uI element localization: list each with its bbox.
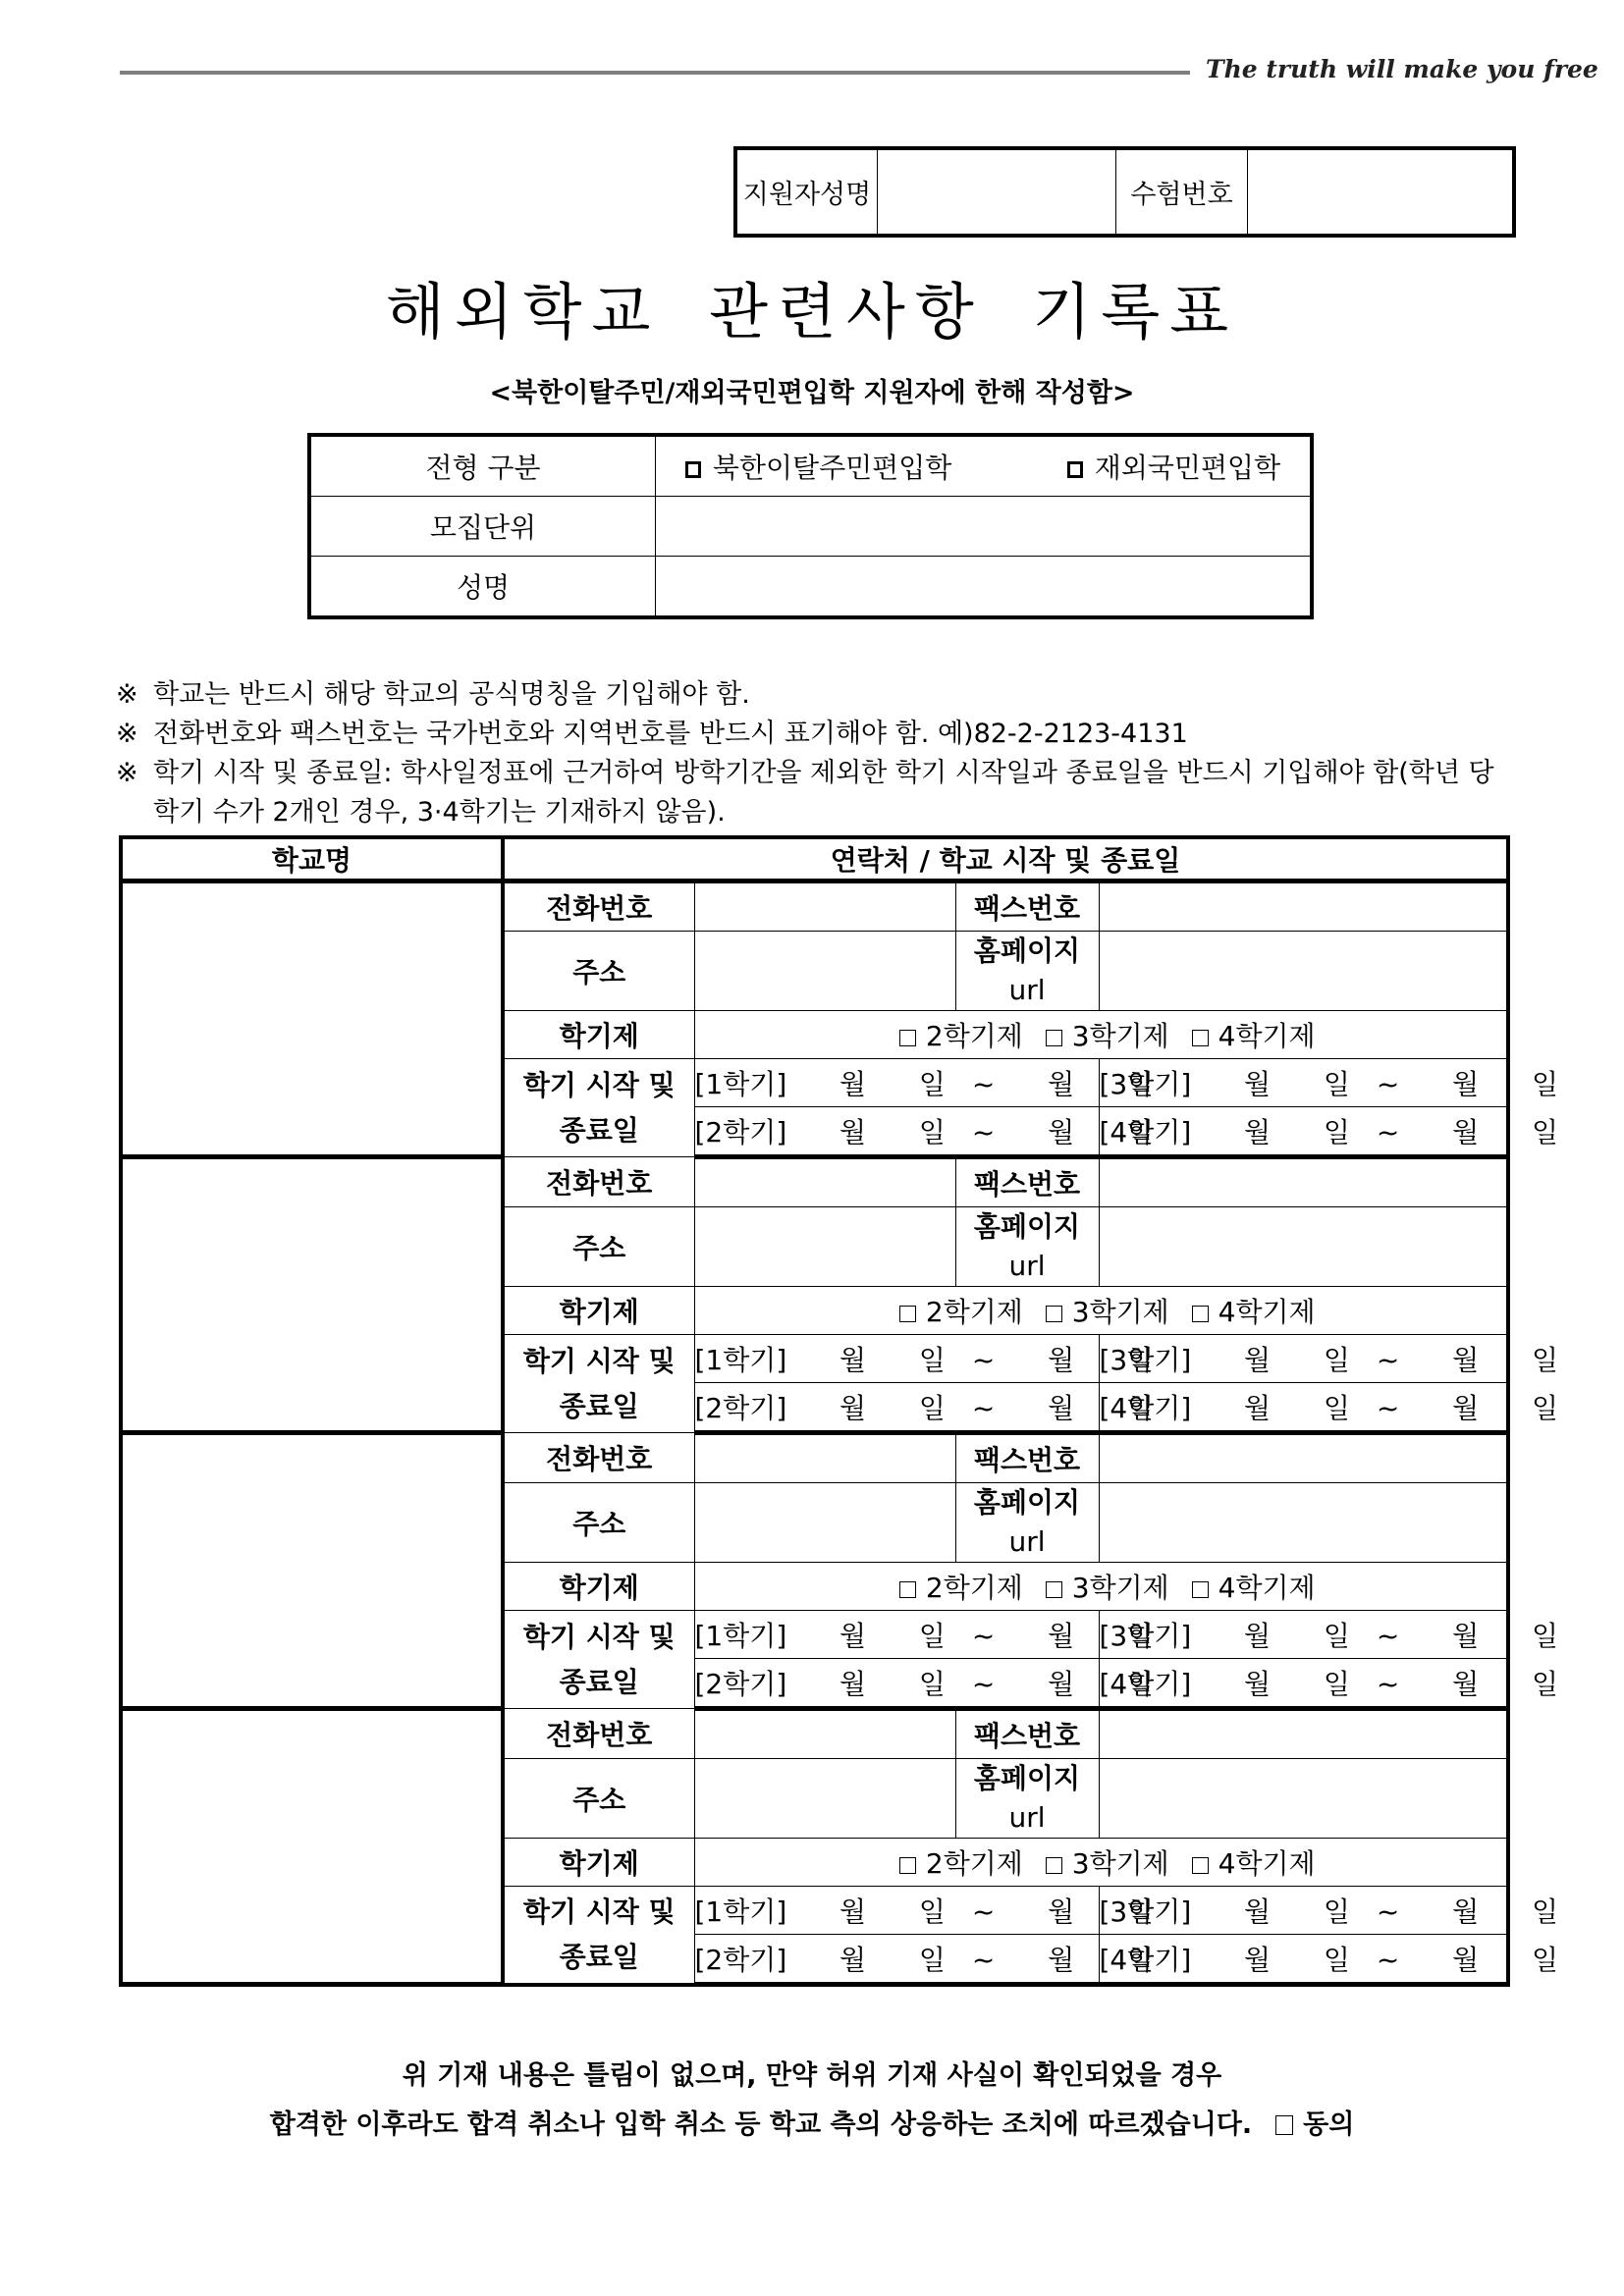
checkbox-icon[interactable]	[685, 461, 701, 478]
phone-field[interactable]	[694, 1157, 955, 1207]
school-table	[119, 835, 1559, 1987]
phone-label: 전화번호	[503, 1157, 694, 1207]
phone-label: 전화번호	[503, 1709, 694, 1759]
checkbox-icon[interactable]	[899, 1857, 916, 1874]
period-label-line-2: 종료일	[559, 1389, 639, 1422]
reference-mark-icon: ※	[116, 679, 138, 710]
checkbox-icon[interactable]	[1046, 1306, 1062, 1322]
homepage-field[interactable]	[1099, 932, 1508, 1011]
applicant-name-label-2: 성명	[309, 557, 656, 618]
address-label: 주소	[503, 932, 694, 1011]
semester-2-dates[interactable]: [2학기] 월 일 ~ 월 일	[694, 1659, 1099, 1709]
agree-checkbox-icon[interactable]	[1275, 2115, 1293, 2135]
option-north-korean-defector[interactable]	[685, 447, 1058, 486]
period-label-line-2: 종료일	[559, 1940, 639, 1973]
checkbox-icon[interactable]	[1067, 461, 1083, 478]
checkbox-icon[interactable]	[1192, 1306, 1209, 1322]
option-4-semester: 4학기제	[1218, 1847, 1316, 1880]
option-3-semester: 3학기제	[1071, 1296, 1169, 1328]
admission-type-label: 전형 구분	[309, 435, 656, 497]
semester-1-dates[interactable]: [1학기] 월 일 ~ 월 일	[694, 1059, 1099, 1107]
fax-label: 팩스번호	[955, 1157, 1099, 1207]
option-2-semester: 2학기제	[925, 1020, 1023, 1052]
option-3-semester: 3학기제	[1071, 1020, 1169, 1052]
phone-field[interactable]	[694, 1433, 955, 1483]
checkbox-icon[interactable]	[1046, 1581, 1062, 1598]
option-4-semester: 4학기제	[1218, 1296, 1316, 1328]
semester-4-dates[interactable]: [4학기] 월 일 ~ 월 일	[1099, 1107, 1508, 1157]
pledge-text: 합격한 이후라도 합격 취소나 입학 취소 등 학교 측의 상응하는 조치에 따르겠습니다.	[269, 2109, 1253, 2140]
url-label-text: url	[1008, 974, 1046, 1006]
header-rule	[120, 71, 1190, 75]
semester-system-label: 학기제	[503, 1287, 694, 1335]
homepage-label	[955, 1483, 1099, 1563]
semester-3-dates[interactable]: [3학기] 월 일 ~ 월 일	[1099, 1887, 1508, 1935]
option-overseas-korean[interactable]	[1067, 447, 1280, 486]
homepage-label-text: 홈페이지	[973, 1486, 1081, 1519]
semester-system-label: 학기제	[503, 1011, 694, 1059]
applicant-box	[733, 146, 1516, 238]
option-3-semester: 3학기제	[1071, 1847, 1169, 1880]
page-title: 해외학교 관련사항 기록표	[385, 276, 1239, 347]
pledge-line-1: 위 기재 내용은 틀림이 없으며, 만약 허위 기재 사실이 확인되었을 경우	[402, 2060, 1222, 2091]
url-label-text: url	[1008, 1250, 1046, 1282]
semester-1-dates[interactable]: [1학기] 월 일 ~ 월 일	[694, 1335, 1099, 1383]
header-motto: The truth will make you free	[1206, 55, 1598, 83]
school-name-field[interactable]	[121, 881, 503, 1157]
exam-number-field[interactable]	[1248, 148, 1515, 236]
period-label-line-1: 학기 시작 및	[522, 1620, 676, 1653]
pledge	[0, 2052, 1624, 2150]
semester-period-label	[503, 1887, 694, 1985]
column-header-contact: 연락처 / 학교 시작 및 종료일	[503, 837, 1508, 881]
page-subtitle: <북한이탈주민/재외국민편입학 지원자에 한해 작성함>	[489, 378, 1135, 408]
semester-3-dates[interactable]: [3학기] 월 일 ~ 월 일	[1099, 1611, 1508, 1659]
url-label-text: url	[1008, 1525, 1046, 1558]
fax-label: 팩스번호	[955, 1709, 1099, 1759]
homepage-label	[955, 1759, 1099, 1839]
checkbox-icon[interactable]	[1192, 1857, 1209, 1874]
option-2-semester: 2학기제	[925, 1847, 1023, 1880]
semester-period-label	[503, 1335, 694, 1433]
phone-label: 전화번호	[503, 1433, 694, 1483]
school-name-field[interactable]	[121, 1433, 503, 1709]
checkbox-icon[interactable]	[899, 1581, 916, 1598]
semester-system-label: 학기제	[503, 1563, 694, 1611]
homepage-label-text: 홈페이지	[973, 1210, 1081, 1243]
option-2-semester: 2학기제	[925, 1296, 1023, 1328]
checkbox-icon[interactable]	[1046, 1857, 1062, 1874]
option-3-semester: 3학기제	[1071, 1572, 1169, 1604]
agree-label: 동의	[1303, 2109, 1355, 2140]
note-text: 학교는 반드시 해당 학교의 공식명칭을 기입해야 함.	[153, 679, 750, 710]
admission-type-box	[307, 433, 1314, 619]
fax-field[interactable]	[1099, 881, 1508, 932]
checkbox-icon[interactable]	[899, 1306, 916, 1322]
homepage-label	[955, 932, 1099, 1011]
semester-4-dates[interactable]: [4학기] 월 일 ~ 월 일	[1099, 1383, 1508, 1433]
address-field[interactable]	[694, 932, 955, 1011]
checkbox-icon[interactable]	[1046, 1030, 1062, 1046]
option-2-semester: 2학기제	[925, 1572, 1023, 1604]
semester-system-options	[694, 1011, 1508, 1059]
checkbox-icon[interactable]	[899, 1030, 916, 1046]
address-label: 주소	[503, 1483, 694, 1563]
recruit-unit-label: 모집단위	[309, 497, 656, 557]
school-name-field[interactable]	[121, 1709, 503, 1985]
admission-type-options	[656, 435, 1313, 497]
checkbox-icon[interactable]	[1192, 1030, 1209, 1046]
note-item	[116, 715, 1520, 754]
checkbox-icon[interactable]	[1192, 1581, 1209, 1598]
pledge-line-2	[0, 2101, 1624, 2150]
option-label: 북한이탈주민편입학	[712, 452, 952, 484]
phone-field[interactable]	[694, 1709, 955, 1759]
school-name-field[interactable]	[121, 1157, 503, 1433]
option-4-semester: 4학기제	[1218, 1020, 1316, 1052]
address-field[interactable]	[694, 1759, 955, 1839]
semester-2-dates[interactable]: [2학기] 월 일 ~ 월 일	[694, 1935, 1099, 1985]
semester-period-label	[503, 1059, 694, 1157]
semester-system-options	[694, 1563, 1508, 1611]
semester-3-dates[interactable]: [3학기] 월 일 ~ 월 일	[1099, 1335, 1508, 1383]
period-label-line-2: 종료일	[559, 1665, 639, 1698]
address-label: 주소	[503, 1759, 694, 1839]
fax-label: 팩스번호	[955, 881, 1099, 932]
homepage-label-text: 홈페이지	[973, 934, 1081, 967]
homepage-field[interactable]	[1099, 1759, 1508, 1839]
semester-system-label: 학기제	[503, 1839, 694, 1887]
phone-field[interactable]	[694, 881, 955, 932]
recruit-unit-field[interactable]	[656, 497, 1313, 557]
period-label-line-2: 종료일	[559, 1113, 639, 1147]
note-item	[116, 675, 1520, 715]
exam-number-label: 수험번호	[1116, 148, 1248, 236]
note-item	[116, 754, 1520, 832]
notes	[116, 675, 1520, 832]
option-4-semester: 4학기제	[1218, 1572, 1316, 1604]
applicant-name-field-2[interactable]	[656, 557, 1313, 618]
reference-mark-icon: ※	[116, 758, 138, 788]
semester-3-dates[interactable]: [3학기] 월 일 ~ 월 일	[1099, 1059, 1508, 1107]
phone-label: 전화번호	[503, 881, 694, 932]
semester-2-dates[interactable]: [2학기] 월 일 ~ 월 일	[694, 1107, 1099, 1157]
fax-field[interactable]	[1099, 1433, 1508, 1483]
address-label: 주소	[503, 1207, 694, 1287]
fax-label: 팩스번호	[955, 1433, 1099, 1483]
semester-4-dates[interactable]: [4학기] 월 일 ~ 월 일	[1099, 1659, 1508, 1709]
column-header-school-name: 학교명	[121, 837, 503, 881]
applicant-name-field[interactable]	[878, 148, 1116, 236]
note-text: 학기 시작 및 종료일: 학사일정표에 근거하여 방학기간을 제외한 학기 시작일과 종료일을 반드시 기입해야 함(학년 당 학기 수가 2개인 경우, 3·4학기는 기재하지 않음).	[153, 758, 1494, 828]
fax-field[interactable]	[1099, 1709, 1508, 1759]
fax-field[interactable]	[1099, 1157, 1508, 1207]
homepage-field[interactable]	[1099, 1483, 1508, 1563]
period-label-line-1: 학기 시작 및	[522, 1895, 676, 1928]
semester-4-dates[interactable]: [4학기] 월 일 ~ 월 일	[1099, 1935, 1508, 1985]
semester-system-options	[694, 1839, 1508, 1887]
option-label: 재외국민편입학	[1094, 452, 1281, 484]
semester-system-options	[694, 1287, 1508, 1335]
period-label-line-1: 학기 시작 및	[522, 1344, 676, 1377]
address-field[interactable]	[694, 1483, 955, 1563]
homepage-label-text: 홈페이지	[973, 1762, 1081, 1794]
homepage-label	[955, 1207, 1099, 1287]
semester-2-dates[interactable]: [2학기] 월 일 ~ 월 일	[694, 1383, 1099, 1433]
homepage-field[interactable]	[1099, 1207, 1508, 1287]
note-text: 전화번호와 팩스번호는 국가번호와 지역번호를 반드시 표기해야 함. 예)82-2-2123-4131	[153, 719, 1188, 749]
semester-period-label	[503, 1611, 694, 1709]
reference-mark-icon: ※	[116, 719, 138, 749]
applicant-name-label: 지원자성명	[735, 148, 878, 236]
semester-1-dates[interactable]: [1학기] 월 일 ~ 월 일	[694, 1887, 1099, 1935]
url-label-text: url	[1008, 1801, 1046, 1834]
period-label-line-1: 학기 시작 및	[522, 1068, 676, 1101]
semester-1-dates[interactable]: [1학기] 월 일 ~ 월 일	[694, 1611, 1099, 1659]
address-field[interactable]	[694, 1207, 955, 1287]
